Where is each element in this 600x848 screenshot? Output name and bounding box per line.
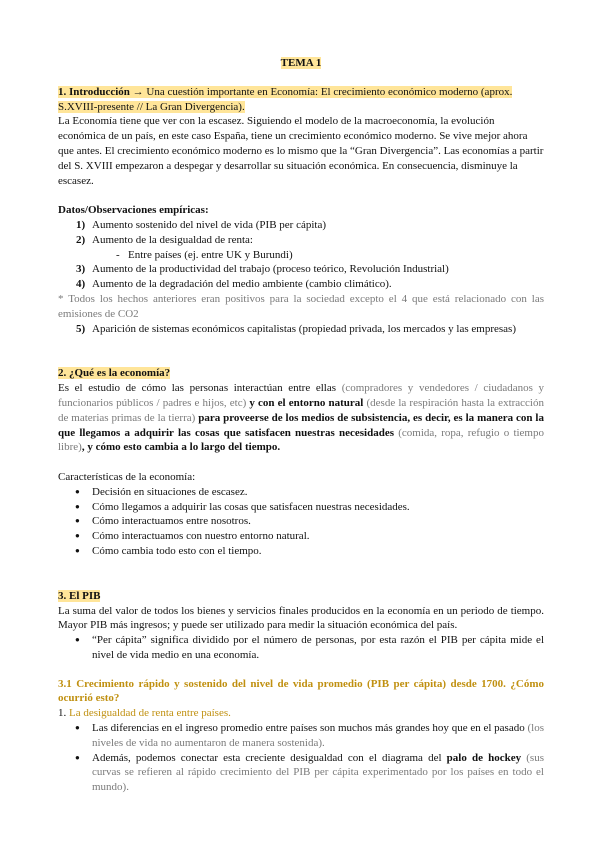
list-item: 5) Aparición de sistemas económicos capitalistas (propiedad privada, los mercados y las empresas) <box>76 322 516 335</box>
section-3-1-heading: 3.1 Crecimiento rápido y sostenido del nivel de vida promedio (PIB per cápita) desde 1700. ¿Cómo ocurrió esto? <box>58 677 544 705</box>
characteristics-label: Características de la economía: <box>58 470 196 483</box>
list-item: 2) Aumento de la desigualdad de renta: <box>76 233 253 246</box>
list-item: ● Cómo interactuamos entre nosotros. <box>58 514 544 529</box>
section-2 <box>58 366 544 558</box>
list-item: 4) Aumento de la degradación del medio ambiente (cambio climático). <box>76 278 392 291</box>
list-item: ● “Per cápita” significa dividido por el número de personas, por esta razón el PIB per cápita mide el nivel de vida medio en una economía. <box>58 633 544 663</box>
datos-label: Datos/Observaciones empíricas: <box>58 204 209 217</box>
list-item: ● Además, podemos conectar esta creciente desigualdad con el diagrama del palo de hockey (sus curvas se refieren al rápido crecimiento del PIB per cápita experimentado por los países en todo el mundo). <box>58 751 544 795</box>
list-item: ● Decisión en situaciones de escasez. <box>58 485 544 500</box>
list-item: 1) Aumento sostenido del nivel de vida (PIB per cápita) <box>76 218 326 231</box>
section-1-heading: 1. Introducción → Una cuestión importante en Economía: El crecimiento económico moderno (aprox. S.XVIII-presente // La Gran Divergencia). <box>58 85 513 113</box>
section-2-heading: 2. ¿Qué es la economía? <box>58 367 171 380</box>
section-2-paragraph: Es el estudio de cómo las personas interactúan entre ellas (compradores y vendedores / ciudadanos y funcionarios públicos / padres e hijos, etc) y con el entorno natural (desde la respiración hasta la extracción de materias primas de la tierra) para proveerse de los medios de subsistencia, es decir, es la manera con la que llegamos a adquirir las cosas que satisfacen nuestras necesidades (comida, ropa, refugio o tiempo libre), y cómo esto cambia a lo largo del tiempo. <box>58 382 545 454</box>
section-3-paragraph: La suma del valor de todos los bienes y servicios finales producidos en la economía en un periodo de tiempo. Mayor PIB más ingresos; y puede ser utilizado para medir la situación económica del país. <box>58 604 544 632</box>
section-3-heading: 3. El PIB <box>58 589 101 602</box>
note: * Todos los hechos anteriores eran positivos para la sociedad excepto el 4 que está relacionado con las emisiones de CO2 <box>58 292 544 320</box>
document <box>58 0 544 795</box>
section-3-1 <box>58 677 544 795</box>
characteristics-list <box>58 485 544 559</box>
list-item: ● Cómo interactuamos con nuestro entorno natural. <box>58 529 544 544</box>
datos-list <box>58 218 544 292</box>
doc-title: TEMA 1 <box>280 57 322 69</box>
subheading: 1. La desigualdad de renta entre países. <box>58 707 231 720</box>
list-item: 3) Aumento de la productividad del trabajo (proceso teórico, Revolución Industrial) <box>76 263 449 276</box>
list-item: ● Cómo llegamos a adquirir las cosas que satisfacen nuestras necesidades. <box>58 500 544 515</box>
list-subitem: - Entre países (ej. entre UK y Burundi) <box>116 248 293 261</box>
list-item: ● Cómo cambia todo esto con el tiempo. <box>58 544 544 559</box>
section-1 <box>58 85 544 337</box>
list-item: ● Las diferencias en el ingreso promedio entre países son muchos más grandes hoy que en el pasado (los niveles de vida no aumentaron de manera sostenida). <box>58 721 544 751</box>
section-1-paragraph: La Economía tiene que ver con la escasez. Siguiendo el modelo de la macroeconomía, la evolución económica de un país, en este caso España, tiene un crecimiento económico moderno. Se vive mejor ahora que antes. El crecimiento económico moderno es lo mismo que la “Gran Divergencia”. Las economías a partir del S. XVIII empezaron a despegar y desarrollar su situación económica. En consecuencia, disminuye la escasez. <box>58 115 544 187</box>
section-3 <box>58 589 544 663</box>
